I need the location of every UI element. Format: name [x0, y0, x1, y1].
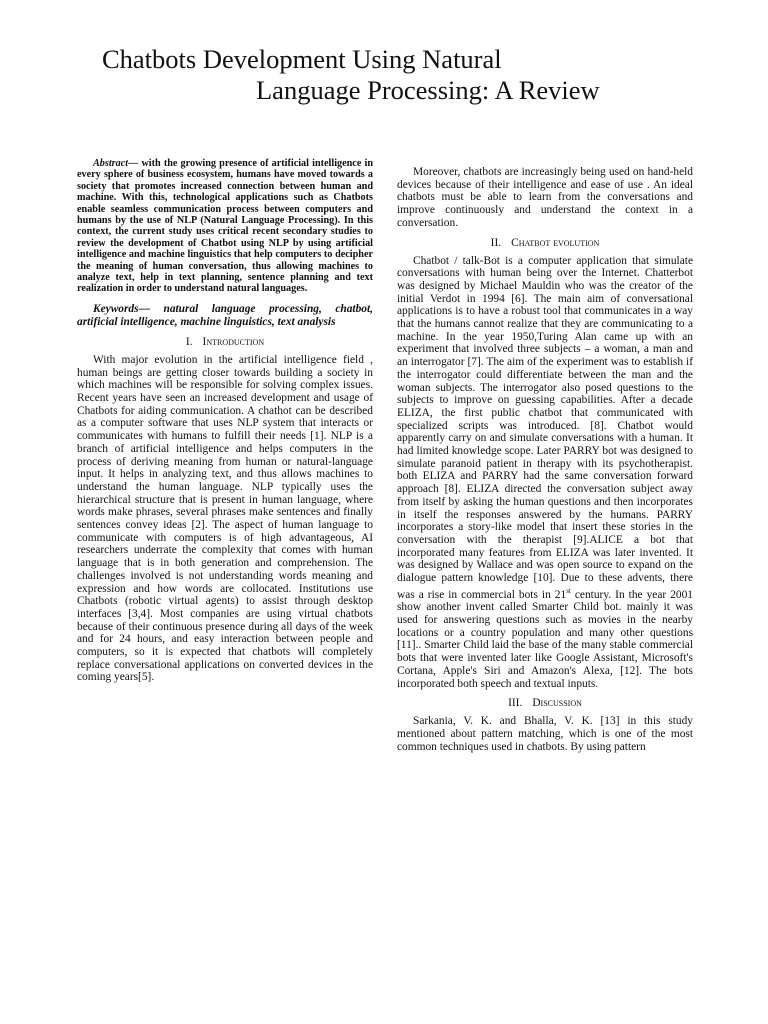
discussion-paragraph: Sarkania, V. K. and Bhalla, V. K. [13] in this study mentioned about pattern matching, which is one of the most common techniques used in chatbots. By using pattern: [397, 715, 693, 753]
section-3-heading: [397, 697, 693, 710]
abstract-dash: —: [128, 158, 142, 169]
section-1-heading: [77, 336, 373, 349]
section-2-number: II.: [490, 236, 502, 249]
intro-continuation-paragraph: Moreover, chatbots are increasingly being used on hand-held devices because of their intelligence and ease of use . An ideal chatbots must be able to learn from the conversations and improve continuously and understand the context in a conversation.: [397, 166, 693, 229]
keywords-dash: —: [138, 302, 164, 315]
section-1-number: I.: [185, 335, 193, 348]
chatbot-evolution-paragraph: [397, 255, 693, 691]
right-column: [397, 166, 693, 753]
left-column: [77, 158, 373, 684]
paper-title-line-1: Chatbots Development Using Natural: [102, 44, 502, 74]
keywords-label: Keywords: [93, 302, 139, 315]
paper-title: [0, 44, 768, 106]
chatbot-evolution-text-tail: century. In the year 2001 show another invent called Smarter Child bot. mainly it was used for answering questions such as movies in the nearby locations or a country population and many other questions [11].. Smarter Child laid the base of the many stable commercial bots that were invented later like Google Assistant, Microsoft's Cortana, Apple's Siri and Amazon's Alexa, [12]. The bots incorporated both speech and textual inputs.: [397, 588, 693, 690]
introduction-paragraph: With major evolution in the artificial intelligence field , human beings are getting closer towards building a society in which machines will be responsible for solving complex issues. Recent years have seen an increased development and usage of Chatbots for aiding communication. A chathot can be described as a computer software that uses NLP system that interacts or communicates with humans to fulfill their needs [1]. NLP is a branch of artificial intelligence and helps computers in the process of deriving meaning from human or natural-language input. It helps in analyzing text, and thus allows machines to understand the human language. NLP typically uses the hierarchical structure that is present in human language, where words make phrases, several phrases make sentences and finally sentences convey ideas [2]. The aspect of human language to communicate with computers is of high advantageous, AI researchers underrate the complexity that comes with human language that is in both generation and comprehension. The challenges involved is not understanding words meaning and expression and how words are collocated. Institutions use Chatbots (robotic virtual agents) to assist through desktop interfaces [3,4]. Most companies are using virtual chatbots because of their continuous presence during all days of the week and for 24 hours, and easy interaction between people and computers, so it is expected that chatbots will completely replace conversational applications on converted devices in the coming years[5].: [77, 353, 373, 684]
section-2-title: Chatbot evolution: [511, 236, 600, 249]
section-3-title: Discussion: [532, 697, 582, 710]
superscript-st: st: [566, 586, 571, 595]
keywords-text: natural language processing, chatbot, artificial intelligence, machine linguistics, text analysis: [77, 302, 373, 328]
section-3-number: III.: [508, 697, 523, 710]
abstract-text: with the growing presence of artificial intelligence in every sphere of business ecosystem, humans have moved towards a society that promotes increased connection between human and machine. With this, technological applications such as Chatbots enable seamless communication process between computers and humans by the use of NLP (Natural Language Processing). In this context, the current study uses critical recent secondary studies to review the development of Chatbot using NLP by using artificial intelligence and machine linguistics that help computers to decipher the meaning of human conversation, thus allowing machines to analyze text, help in text planning, sentence planning and text realization in order to understand natural languages.: [77, 158, 373, 295]
abstract-label: Abstract: [93, 158, 129, 169]
paper-title-line-2: Language Processing: A Review: [256, 75, 600, 105]
section-2-heading: [397, 237, 693, 250]
keywords: [77, 303, 373, 329]
abstract: [77, 158, 373, 295]
section-1-title: Introduction: [202, 335, 265, 348]
chatbot-evolution-text: Chatbot / talk-Bot is a computer application that simulate conversations with human being over the Internet. Chatterbot was designed by Michael Mauldin who was the creator of the initial Verdot in 1994 [6]. The main aim of conversational applications is to have a robust tool that communicates in a way that the humans cannot realize that they are communicating to a machine. In the year 1950,Turing Alan came up with an experiment that involved three subjects – a woman, a man and an interrogator [7]. The aim of the experiment was to establish if the interrogator could differentiate between the man and the woman subjects. The interrogator also posed questions to the subjects to improve on guessing capabilities. After a decade ELIZA, the first public chatbot that communicated with specialized scripts was introduced. [8]. Chatbot would apparently carry on and simulate conversations with a human. It had limited knowledge scope. Later PARRY bot was designed to simulate paranoid patient in therapy with its psychotherapist. both ELIZA and PARRY had the same conversation forward approach [8]. ELIZA directed the conversation subject away from itself by asking the human questions and then incorporates in itself the responses answered by the humans. PARRY incorporates a story-like model that insert these stories in the conversation with the therapist [9].ALICE a bot that incorporated many features from ELIZA was later invented. It was designed by Wallace and was open source to expand on the dialogue pattern knowledge [10]. Due to these advents, there was a rise in commercial bots in 21: [397, 254, 693, 601]
